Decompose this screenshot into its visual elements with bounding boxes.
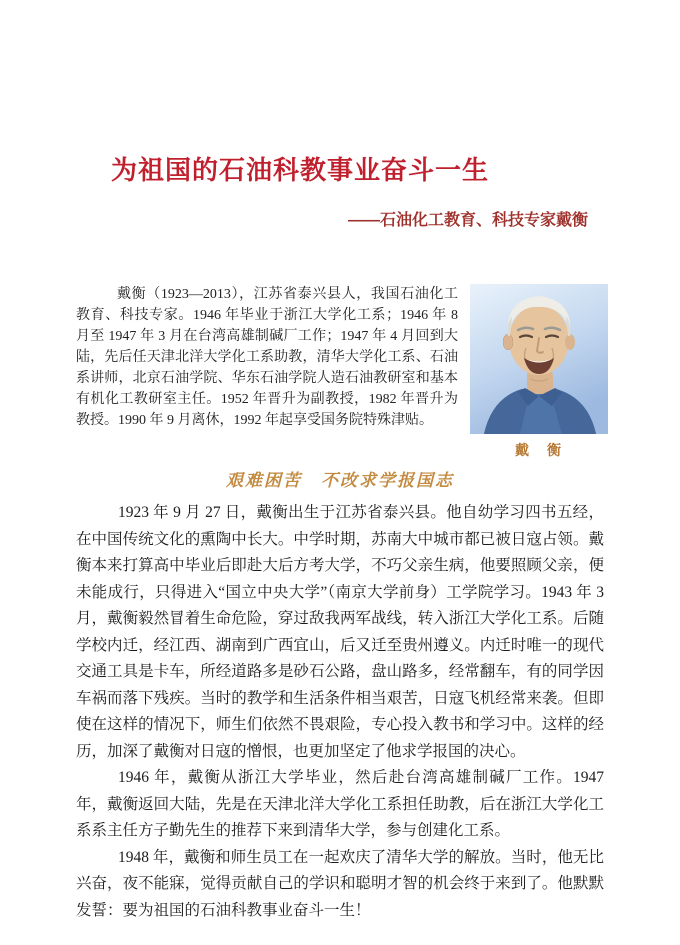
page-title: 为祖国的石油科教事业奋斗一生 xyxy=(110,156,489,185)
section-heading: 艰难困苦 不改求学报国志 xyxy=(226,471,454,490)
body-paragraph-3: 1948 年，戴衡和师生员工在一起欢庆了清华大学的解放。当时，他无比兴奋，夜不能寐，觉得贡献自己的学识和聪明才智的机会终于来到了。他默默发誓：要为祖国的石油科教事业奋斗一生！ xyxy=(76,848,604,919)
biography-summary: 戴衡（1923—2013），江苏省泰兴县人，我国石油化工教育、科技专家。1946 年毕业于浙江大学化工系；1946 年 8 月至 1947 年 3 月在台湾高雄制碱厂工作；1947 年 4 月回到大陆，先后任天津北洋大学化工系助教，清华大学化工系、石油系讲师，北京石油学院、华东石油学院人造石油教研室和基本有机化工教研室主任。1952 年晋升为副教授，1982 年晋升为教授。1990 年 9 月离休，1992 年起享受国务院特殊津贴。 xyxy=(76,287,458,428)
portrait-figure xyxy=(470,284,608,460)
body-paragraph-2: 1946 年，戴衡从浙江大学毕业，然后赴台湾高雄制碱厂工作。1947 年，戴衡返回大陆，先是在天津北洋大学化工系担任助教，后在浙江大学化工系系主任方子勤先生的推荐下来到清华大学，参与创建化工系。 xyxy=(76,769,604,839)
body-text xyxy=(76,500,604,924)
dai-heng-portrait-photo xyxy=(470,284,608,434)
page-subtitle: ——石油化工教育、科技专家戴衡 xyxy=(347,212,588,229)
photo-caption: 戴 衡 xyxy=(515,444,563,459)
intro-section xyxy=(76,284,608,460)
body-paragraph-1: 1923 年 9 月 27 日，戴衡出生于江苏省泰兴县。他自幼学习四书五经，在中国传统文化的熏陶中长大。中学时期，苏南大中城市都已被日寇占领。戴衡本来打算高中毕业后即赴大后方考大学，不巧父亲生病，他要照顾父亲，便未能成行，只得进入“国立中央大学”（南京大学前身）工学院学习。1943 年 3 月，戴衡毅然冒着生命危险，穿过敌我两军战线，转入浙江大学化工系。后随学校内迁，经江西、湖南到广西宜山，后又迁至贵州遵义。内迁时唯一的现代交通工具是卡车，所经道路多是砂石公路，盘山路多，经常翻车，有的同学因车祸而落下残疾。当时的教学和生活条件相当艰苦，日寇飞机经常来袭。但即使在这样的情况下，师生们依然不畏艰险，专心投入教书和学习中。这样的经历，加深了戴衡对日寇的憎恨，也更加坚定了他求学报国的决心。 xyxy=(76,504,604,760)
